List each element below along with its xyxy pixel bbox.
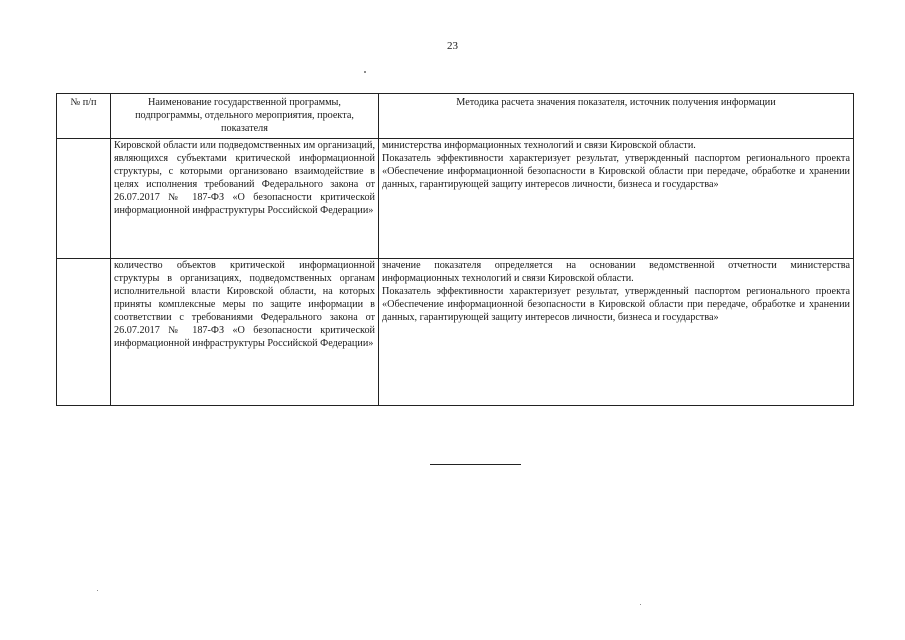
scan-speck xyxy=(364,71,366,73)
header-name: Наименование государственной программы, подпрограммы, отдельного мероприятия, проекта, показателя xyxy=(111,94,379,139)
row-1-method-source: министерства информационных технологий и связи Кировской области. xyxy=(382,140,696,151)
row-2-method-description: Показатель эффективности характеризует результат, утвержденный паспортом регионального проекта «Обеспечение информационной безопасности в Кировской области при передаче, обработке и хранении данных, гарантирующей защиту интересов личности, бизнеса и государства» xyxy=(382,286,850,323)
header-method: Методика расчета значения показателя, источник получения информации xyxy=(379,94,854,139)
closing-separator-line xyxy=(430,464,521,465)
row-2-number xyxy=(57,259,111,406)
indicator-table xyxy=(56,93,854,406)
row-2-method xyxy=(379,259,854,406)
scan-speck xyxy=(640,604,641,605)
scan-speck xyxy=(97,590,98,591)
page-number: 23 xyxy=(447,40,458,52)
header-number: № п/п xyxy=(57,94,111,139)
table-row xyxy=(57,139,854,259)
table-row xyxy=(57,259,854,406)
table-header-row xyxy=(57,94,854,139)
row-2-name: количество объектов критической информационной структуры в организациях, подведомственных органам исполнительной власти Кировской области, на которых приняты комплексные меры по защите информации в соответствии с требованиями Федерального закона от 26.07.2017 № 187-ФЗ «О безопасности критической информационной инфраструктуры Российской Федерации» xyxy=(111,259,379,406)
row-2-method-source: значение показателя определяется на основании ведомственной отчетности министерства информационных технологий и связи Кировской области. xyxy=(382,260,850,284)
row-1-name: Кировской области или подведомственных им организаций, являющихся субъектами критической информационной структуры, с которыми организовано взаимодействие в целях исполнения требований Федерального закона от 26.07.2017 № 187-ФЗ «О безопасности критической информационной инфраструктуры Российской Федерации» xyxy=(111,139,379,259)
row-1-number xyxy=(57,139,111,259)
row-1-method xyxy=(379,139,854,259)
row-1-method-description: Показатель эффективности характеризует результат, утвержденный паспортом регионального проекта «Обеспечение информационной безопасности в Кировской области при передаче, обработке и хранении данных, гарантирующей защиту интересов личности, бизнеса и государства» xyxy=(382,153,850,190)
